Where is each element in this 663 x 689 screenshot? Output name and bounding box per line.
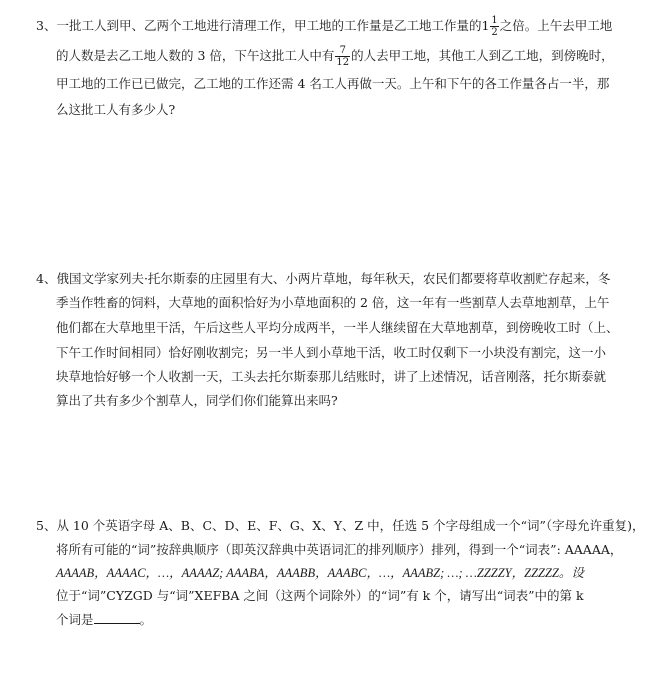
problem-4-line-3: 他们都在大草地里干活，午后这些人平均分成两半，一半人继续留在大草地割草，到傍晚收工时（上、 — [56, 320, 619, 335]
text-segment: 。 — [139, 612, 153, 627]
text-segment: 之倍。上午去甲工地 — [499, 18, 613, 33]
problem-number: 3、 — [36, 18, 57, 33]
fraction-denominator: 2 — [491, 27, 498, 38]
problem-3-line-1 — [36, 15, 612, 38]
problem-4-line-5: 块草地恰好够一个人收割一天，工头去托尔斯泰那儿结账时，讲了上述情况，话音刚落，托尔斯泰就 — [56, 369, 607, 384]
fraction-numerator: 1 — [491, 15, 498, 26]
answer-blank[interactable] — [94, 611, 140, 624]
problem-5-line-5 — [56, 611, 152, 628]
fraction-numerator: 7 — [335, 45, 350, 57]
problem-4-line-6: 算出了共有多少个割草人，同学们你们能算出来吗? — [56, 393, 338, 408]
fraction — [490, 15, 498, 38]
text-segment: 从 10 个英语字母 A、B、C、D、E、F、G、X、Y、Z 中，任选 5 个字母组成一个“词”（字母允许重复)， — [56, 518, 645, 533]
problem-5-line-1 — [36, 518, 644, 534]
text-segment: 俄国文学家列夫·托尔斯泰的庄园里有大、小两片草地，每年秋天，农民们都要将草收割贮存起来，冬 — [56, 271, 611, 286]
problem-4-line-4: 下午工作时间相同）恰好刚收割完；另一半人到小草地干活，收工时仅剩下一小块没有割完，这一小 — [56, 345, 607, 360]
problem-3-line-3: 甲工地的工作已已做完，乙工地的工作还需 4 名工人再做一天。上午和下午的各工作量各占一半，那 — [56, 76, 610, 91]
fraction-denominator: 12 — [336, 57, 350, 68]
problem-3-line-4: 么这批工人有多少人? — [56, 102, 176, 117]
problem-number: 4、 — [36, 271, 57, 286]
problem-4-line-1 — [36, 271, 610, 287]
problem-4-line-2: 季当作牲畜的饲料，大草地的面积恰好为小草地面积的 2 倍，这一年有一些割草人去草地割草，上午 — [56, 295, 610, 310]
mixed-number-whole: 1 — [481, 18, 490, 33]
text-segment: 的人去甲工地，其他工人到乙工地，到傍晚时， — [351, 48, 614, 63]
problem-3-line-2 — [56, 45, 614, 68]
problem-number: 5、 — [36, 518, 57, 533]
text-segment: 一批工人到甲、乙两个工地进行清理工作，甲工地的工作量是乙工地工作量的 — [56, 18, 482, 33]
text-segment: 的人数是去乙工地人数的 3 倍，下午这批工人中有 — [56, 48, 335, 63]
problem-5-line-2: 将所有可能的“词”按辞典顺序（即英汉辞典中英语词汇的排列顺序）排列，得到一个“词表”: AAAAA， — [56, 542, 623, 557]
fraction — [335, 45, 350, 68]
problem-5-line-4: 位于“词”CYZGD 与“词”XEFBA 之间（这两个词除外）的“词”有 k 个，请写出“词表”中的第 k — [56, 588, 584, 603]
problem-5-line-3: AAAAB，AAAAC，…，AAAAZ; AAABA，AAABB，AAABC，…，AAABZ; …; …ZZZZY，ZZZZZ。设 — [56, 566, 584, 580]
text-segment: 个词是 — [56, 612, 94, 627]
